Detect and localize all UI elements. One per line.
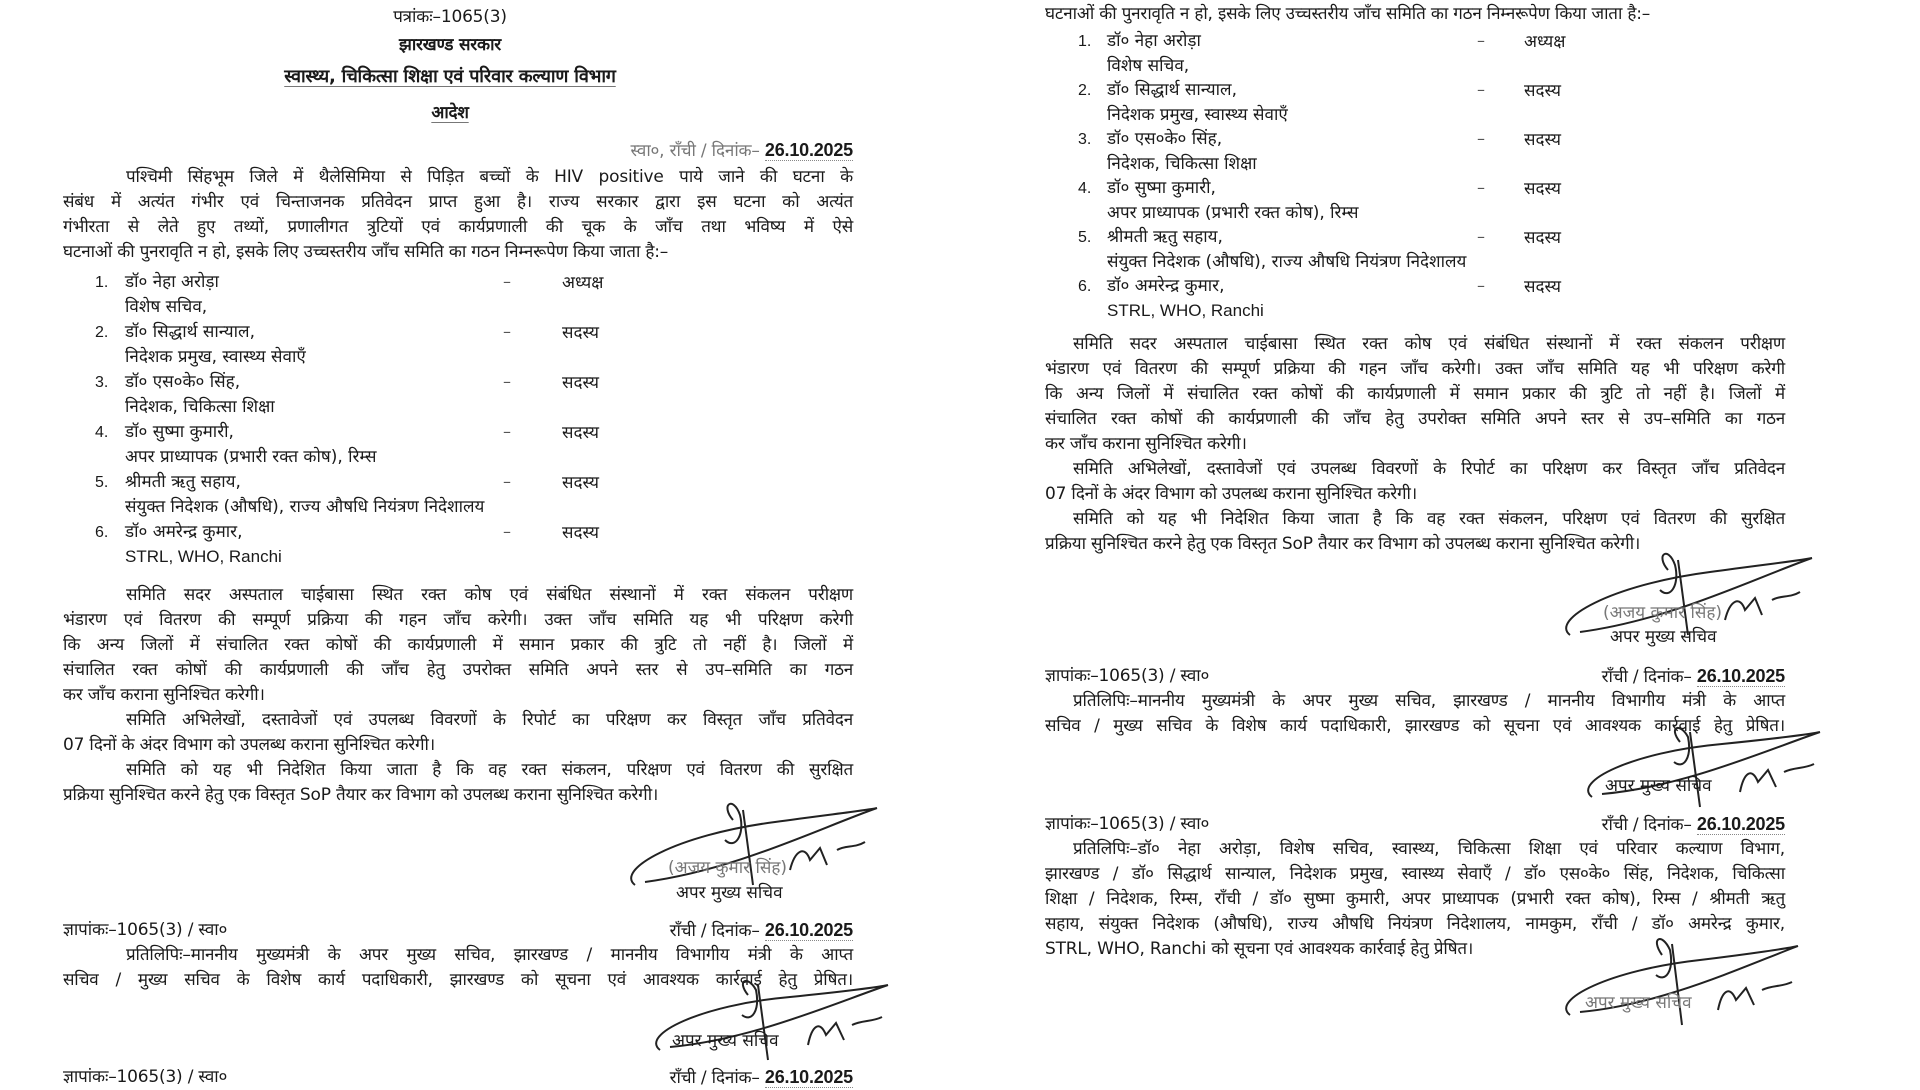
sop-line-2: प्रक्रिया सुनिश्चित करने हेतु एक विस्तृत SoP तैयार कर विभाग को उपलब्ध कराना सुनिश्चित करेगी। [63, 785, 659, 805]
letter-number: पत्रांकः–1065(3) [393, 7, 507, 27]
report-line-2: 07 दिनों के अंदर विभाग को उपलब्ध कराना सुनिश्चित करेगी। [63, 735, 436, 755]
document-page-right: घटनाओं की पुनरावृति न हो, इसके लिए उच्चस्तरीय जाँच समिति का गठन निम्नरूपेण किया जाता है:– 1. डॉ० नेहा अरोड़ा विशेष सचिव, – अध्यक्ष 2. डॉ० सिद्धार्थ सान्याल, निदेशक प्रमुख, स्वास्थ्य सेवाएँ – सदस्य 3. डॉ० एस०के० सिंह, निदेशक, चिकित्सा शिक्षा – सदस्य 4. डॉ० सुष्मा कुमारी, अपर प्राध्यापक (प्रभारी रक्त कोष), रिम्स – सदस्य 5. श्रीमती ऋतु सहाय, संयुक्त निदेशक (औषधि), राज्य औषधि नियंत्रण निदेशालय – सदस्य 6. डॉ० अमरेन्द्र कुमार, STRL, WHO, Ranchi – सदस्य समिति सदर अस्पताल चाईबासा स्थित रक्त कोष एवं संबंधित संस्थानों में रक्त संकलन परीक्षण भंडारण एवं वितरण की सम्पूर्ण प्रक्रिया की गहन जाँच करेगी। उक्त जाँच समिति यह भी परिक्षण करेगी कि अन्य जिलों में संचालित रक्त कोषों की कार्यप्रणाली में समान प्रकार की त्रुटि तो नहीं है। जिलों में संचालित रक्त कोषों की कार्यप्रणाली की जाँच हेतु उपरोक्त समिति अपने स्तर से उप–समिति का गठन कर जाँच कराना सुनिश्चित करेगी। समिति अभिलेखों, दस्तावेजों एवं उपलब्ध विवरणों के रिपोर्ट का परिक्षण कर विस्तृत जाँच प्रतिवेदन 07 दिनों के अंदर विभाग को उपलब्ध कराना सुनिश्चित करेगी। समिति को यह भी निदेशित किया जाता है कि वह रक्त संकलन, परिक्षण एवं वितरण की सुरक्षित प्रक्रिया सुनिश्चित करने हेतु एक विस्तृत SoP तैयार कर विभाग को उपलब्ध कराना सुनिश्चित करेगी। (अजय कुमार सिंह) अपर मुख्य सचिव ज्ञापांकः–1065(3) / स्वा० राँची / दिनांक– 26.10.2025 प्रतिलिपिः–माननीय मुख्यमंत्री के अपर मुख्य सचिव, झारखण्ड / माननीय विभागीय मंत्री के आप्त सचिव / मुख्य सचिव के विशेष कार्य पदाधिकारी, झारखण्ड को सूचना एवं आवश्यक कार्रवाई हेतु प्रेषित। अपर मुख्य सचिव ज्ञापांकः–1065(3) / स्वा० राँची / दिनांक– 26.10.2025 प्रतिलिपिः–डॉ० नेहा अरोड़ा, विशेष सचिव, स्वास्थ्य, चिकित्सा शिक्षा एवं परिवार कल्याण विभाग, झारखण्ड / डॉ० सिद्धार्थ सान्याल, निदेशक प्रमुख, स्वास्थ्य सेवाएँ / डॉ० एस०के० सिंह, निदेशक, चिकित्सा शिक्षा / निदेशक, रिम्स, राँची / डॉ० सुष्मा कुमारी, अपर प्राध्यापक (प्रभारी रक्त कोष), रिम्स / श्रीमती ऋतु सहाय, संयुक्त निदेशक (औषधि), राज्य औषधि नियंत्रण निदेशालय, नामकुम, राँची / डॉ० अमरेन्द्र कुमार, STRL, WHO, Ranchi को सूचना एवं आवश्यक कार्रवाई हेतु प्रेषित। अपर मुख्य सचिव [960, 0, 1920, 1080]
signatory-designation: अपर मुख्य सचिव [676, 883, 783, 903]
report-line-2: 07 दिनों के अंदर विभाग को उपलब्ध कराना सुनिश्चित करेगी। [1045, 484, 1418, 504]
memo-1-number: ज्ञापांकः–1065(3) / स्वा० [63, 920, 228, 940]
scope-line-4: संचालित रक्त कोषों की कार्यप्रणाली की जाँच हेतु उपरोक्त समिति अपने स्तर से उप–समिति का गठन [63, 660, 853, 680]
scope-line-4: संचालित रक्त कोषों की कार्यप्रणाली की जाँच हेतु उपरोक्त समिति अपने स्तर से उप–समिति का गठन [1045, 409, 1785, 429]
sop-line-2: प्रक्रिया सुनिश्चित करने हेतु एक विस्तृत SoP तैयार कर विभाग को उपलब्ध कराना सुनिश्चित करेगी। [1045, 534, 1641, 554]
scope-line-5: कर जाँच कराना सुनिश्चित करेगी। [63, 685, 265, 705]
signatory-name: (अजय कुमार सिंह) [1603, 603, 1723, 623]
memo-2-copy-line-2: झारखण्ड / डॉ० सिद्धार्थ सान्याल, निदेशक प्रमुख, स्वास्थ्य सेवाएँ / डॉ० एस०के० सिंह, निदेशक, चिकित्सा [1045, 864, 1785, 884]
report-line-1: समिति अभिलेखों, दस्तावेजों एवं उपलब्ध विवरणों के रिपोर्ट का परिक्षण कर विस्तृत जाँच प्रतिवेदन [126, 710, 853, 730]
memo-2-number: ज्ञापांकः–1065(3) / स्वा० [63, 1067, 228, 1087]
report-line-1: समिति अभिलेखों, दस्तावेजों एवं उपलब्ध विवरणों के रिपोर्ट का परिक्षण कर विस्तृत जाँच प्रतिवेदन [1073, 459, 1785, 479]
memo-2-place-date: राँची / दिनांक– 26.10.2025 [669, 1067, 853, 1088]
order-title: आदेश [431, 103, 469, 123]
document-page-left: पत्रांकः–1065(3) झारखण्ड सरकार स्वास्थ्य, चिकित्सा शिक्षा एवं परिवार कल्याण विभाग आदेश स्वा०, राँची / दिनांक– 26.10.2025 पश्चिमी सिंहभूम जिले में थैलेसिमिया से पिड़ित बच्चों के HIV positive पाये जाने की घटना के संबंध में अत्यंत गंभीर एवं चिन्ताजनक प्रतिवेदन प्राप्त हुआ है। राज्य सरकार द्वारा इस घटना को अत्यंत गंभीरता से लेते हुए तथ्यों, प्रणालीगत त्रुटियों एवं कार्यप्रणाली की चूक के जाँच तथा भविष्य में ऐसे घटनाओं की पुनरावृति न हो, इसके लिए उच्चस्तरीय जाँच समिति का गठन निम्नरूपेण किया जाता है:– 1. डॉ० नेहा अरोड़ा विशेष सचिव, – अध्यक्ष 2. डॉ० सिद्धार्थ सान्याल, निदेशक प्रमुख, स्वास्थ्य सेवाएँ – सदस्य 3. डॉ० एस०के० सिंह, निदेशक, चिकित्सा शिक्षा – सदस्य 4. डॉ० सुष्मा कुमारी, अपर प्राध्यापक (प्रभारी रक्त कोष), रिम्स – सदस्य 5. श्रीमती ऋतु सहाय, संयुक्त निदेशक (औषधि), राज्य औषधि नियंत्रण निदेशालय – सदस्य 6. डॉ० अमरेन्द्र कुमार, STRL, WHO, Ranchi – सदस्य समिति सदर अस्पताल चाईबासा स्थित रक्त कोष एवं संबंधित संस्थानों में रक्त संकलन परीक्षण भंडारण एवं वितरण की सम्पूर्ण प्रक्रिया की गहन जाँच करेगी। उक्त जाँच समिति यह भी परिक्षण करेगी कि अन्य जिलों में संचालित रक्त कोषों की कार्यप्रणाली में समान प्रकार की त्रुटि तो नहीं है। जिलों में संचालित रक्त कोषों की कार्यप्रणाली की जाँच हेतु उपरोक्त समिति अपने स्तर से उप–समिति का गठन कर जाँच कराना सुनिश्चित करेगी। समिति अभिलेखों, दस्तावेजों एवं उपलब्ध विवरणों के रिपोर्ट का परिक्षण कर विस्तृत जाँच प्रतिवेदन 07 दिनों के अंदर विभाग को उपलब्ध कराना सुनिश्चित करेगी। समिति को यह भी निदेशित किया जाता है कि वह रक्त संकलन, परिक्षण एवं वितरण की सुरक्षित प्रक्रिया सुनिश्चित करने हेतु एक विस्तृत SoP तैयार कर विभाग को उपलब्ध कराना सुनिश्चित करेगी। (अजय कुमार सिंह) अपर मुख्य सचिव ज्ञापांकः–1065(3) / स्वा० राँची / दिनांक– 26.10.2025 प्रतिलिपिः–माननीय मुख्यमंत्री के अपर मुख्य सचिव, झारखण्ड / माननीय विभागीय मंत्री के आप्त सचिव / मुख्य सचिव के विशेष कार्य पदाधिकारी, झारखण्ड को सूचना एवं आवश्यक कार्रवाई हेतु प्रेषित। अपर मुख्य सचिव ज्ञापांकः–1065(3) / स्वा० राँची / दिनांक– 26.10.2025 [0, 0, 960, 1080]
memo-2-copy-line-1: प्रतिलिपिः–डॉ० नेहा अरोड़ा, विशेष सचिव, स्वास्थ्य, चिकित्सा शिक्षा एवं परिवार कल्याण विभाग, [1073, 839, 1785, 859]
memo-1-signatory-designation: अपर मुख्य सचिव [1605, 776, 1712, 796]
memo-1-copy-line-1: प्रतिलिपिः–माननीय मुख्यमंत्री के अपर मुख्य सचिव, झारखण्ड / माननीय विभागीय मंत्री के आप्त [126, 945, 853, 965]
order-place-date: स्वा०, राँची / दिनांक– 26.10.2025 [630, 140, 853, 161]
intro-line-2: संबंध में अत्यंत गंभीर एवं चिन्ताजनक प्रतिवेदन प्राप्त हुआ है। राज्य सरकार द्वारा इस घटना को अत्यंत [63, 192, 853, 212]
memo-1-copy-line-2: सचिव / मुख्य सचिव के विशेष कार्य पदाधिकारी, झारखण्ड को सूचना एवं आवश्यक कार्रवाई हेतु प्रेषित। [63, 970, 853, 990]
memo-1-copy-line-1: प्रतिलिपिः–माननीय मुख्यमंत्री के अपर मुख्य सचिव, झारखण्ड / माननीय विभागीय मंत्री के आप्त [1073, 691, 1785, 711]
scope-line-1: समिति सदर अस्पताल चाईबासा स्थित रक्त कोष एवं संबंधित संस्थानों में रक्त संकलन परीक्षण [1073, 334, 1785, 354]
memo-1-place-date: राँची / दिनांक– 26.10.2025 [1601, 666, 1785, 687]
scope-line-1: समिति सदर अस्पताल चाईबासा स्थित रक्त कोष एवं संबंधित संस्थानों में रक्त संकलन परीक्षण [126, 585, 853, 605]
scope-line-2: भंडारण एवं वितरण की सम्पूर्ण प्रक्रिया की गहन जाँच करेगी। उक्त जाँच समिति यह भी परिक्षण करेगी [1045, 359, 1785, 379]
intro-line-3: गंभीरता से लेते हुए तथ्यों, प्रणालीगत त्रुटियों एवं कार्यप्रणाली की चूक के जाँच तथा भविष्य में ऐसे [63, 217, 853, 237]
scope-line-5: कर जाँच कराना सुनिश्चित करेगी। [1045, 434, 1247, 454]
signature-scrawl-icon [1550, 930, 1810, 1030]
department-name: स्वास्थ्य, चिकित्सा शिक्षा एवं परिवार कल्याण विभाग [284, 66, 616, 87]
scope-line-2: भंडारण एवं वितरण की सम्पूर्ण प्रक्रिया की गहन जाँच करेगी। उक्त जाँच समिति यह भी परिक्षण करेगी [63, 610, 853, 630]
memo-2-place-date: राँची / दिनांक– 26.10.2025 [1601, 814, 1785, 835]
memo-2-copy-line-5: STRL, WHO, Ranchi को सूचना एवं आवश्यक कार्रवाई हेतु प्रेषित। [1045, 939, 1474, 959]
sop-line-1: समिति को यह भी निदेशित किया जाता है कि वह रक्त संकलन, परिक्षण एवं वितरण की सुरक्षित [1073, 509, 1785, 529]
government-name: झारखण्ड सरकार [398, 35, 502, 55]
memo-2-copy-line-4: सहाय, संयुक्त निदेशक (औषधि), राज्य औषधि नियंत्रण निदेशालय, नामकुम, राँची / डॉ० अमरेन्द्र कुमार, [1045, 914, 1785, 934]
intro-line-4: घटनाओं की पुनरावृति न हो, इसके लिए उच्चस्तरीय जाँच समिति का गठन निम्नरूपेण किया जाता है:– [1045, 4, 1651, 24]
signatory-designation: अपर मुख्य सचिव [1610, 627, 1717, 647]
memo-2-copy-line-3: शिक्षा / निदेशक, रिम्स, राँची / डॉ० सुष्मा कुमारी, अपर प्राध्यापक (प्रभारी रक्त कोष), रिम्स / श्रीमती ऋतु [1045, 889, 1785, 909]
intro-line-4: घटनाओं की पुनरावृति न हो, इसके लिए उच्चस्तरीय जाँच समिति का गठन निम्नरूपेण किया जाता है:– [63, 242, 669, 262]
scope-line-3: कि अन्य जिलों में संचालित रक्त कोषों की कार्यप्रणाली में समान प्रकार की त्रुटि तो नहीं है। जिलों में [63, 635, 853, 655]
memo-1-place-date: राँची / दिनांक– 26.10.2025 [669, 920, 853, 941]
signatory-name: (अजय कुमार सिंह) [668, 858, 788, 878]
intro-line-1: पश्चिमी सिंहभूम जिले में थैलेसिमिया से पिड़ित बच्चों के HIV positive पाये जाने की घटना के [126, 167, 853, 187]
memo-1-signatory-designation: अपर मुख्य सचिव [672, 1031, 779, 1051]
memo-1-copy-line-2: सचिव / मुख्य सचिव के विशेष कार्य पदाधिकारी, झारखण्ड को सूचना एवं आवश्यक कार्रवाई हेतु प्रेषित। [1045, 716, 1785, 736]
memo-1-number: ज्ञापांकः–1065(3) / स्वा० [1045, 666, 1210, 686]
sop-line-1: समिति को यह भी निदेशित किया जाता है कि वह रक्त संकलन, परिक्षण एवं वितरण की सुरक्षित [126, 760, 853, 780]
memo-2-signatory-designation: अपर मुख्य सचिव [1585, 993, 1692, 1013]
scope-line-3: कि अन्य जिलों में संचालित रक्त कोषों की कार्यप्रणाली में समान प्रकार की त्रुटि तो नहीं है। जिलों में [1045, 384, 1785, 404]
memo-2-number: ज्ञापांकः–1065(3) / स्वा० [1045, 814, 1210, 834]
